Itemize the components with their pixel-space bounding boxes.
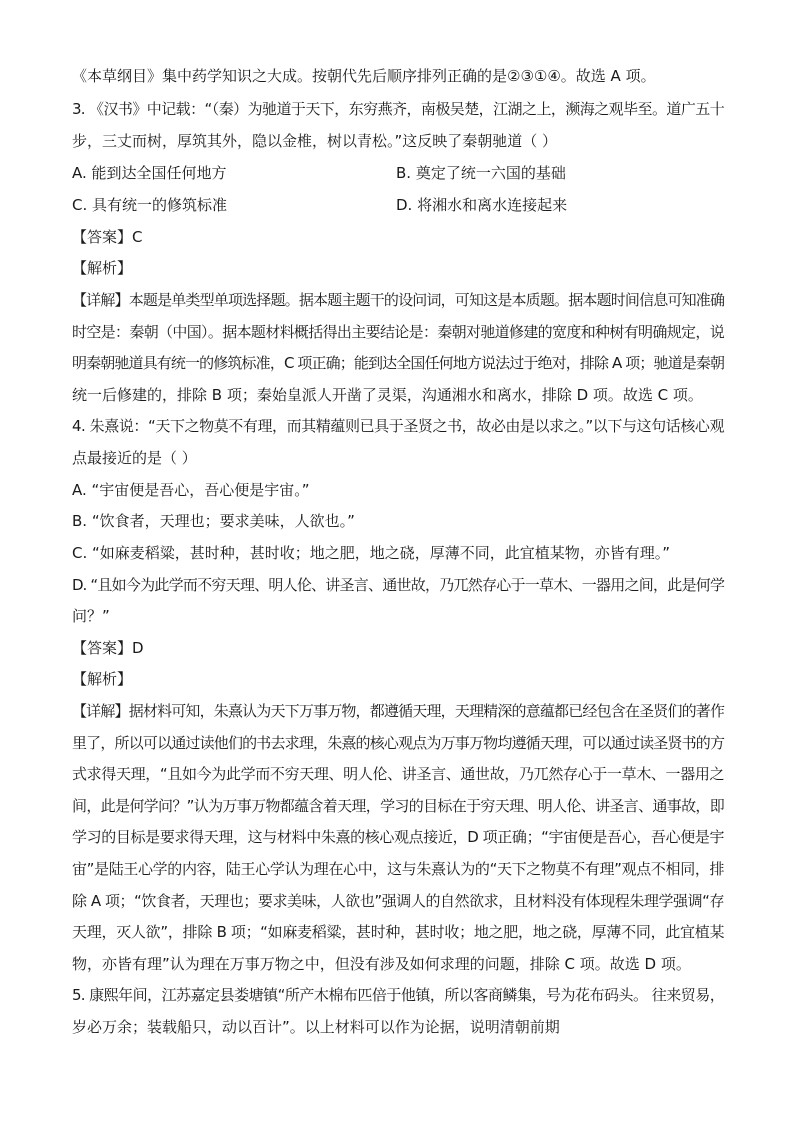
q4-stem-line-2: 点最接近的是（ ） [72, 449, 197, 467]
intro-line: 《本草纲目》集中药学知识之大成。按朝代先后顺序排列正确的是②③①④。故选 A 项。 [72, 67, 656, 85]
q3-option-b: B. 奠定了统一六国的基础 [396, 164, 566, 182]
q4-option-d-line-1: D. “且如今为此学而不穷天理、明人伦、讲圣言、通世故，乃兀然存心于一草木、一器用之间，此是何学 [72, 576, 724, 594]
q3-analysis-label: 【解析】 [72, 259, 133, 277]
q3-detail-line-1: 【详解】本题是单类型单项选择题。据本题主题干的设问词，可知这是本质题。据本题时间信息可知准确 [72, 291, 724, 309]
q4-option-b: B. “饮食者，天理也；要求美味，人欲也。” [72, 512, 355, 530]
q4-detail-line-4: 间，此是何学问？”认为万事万物都蕴含着天理，学习的目标在于穷天理、明人伦、讲圣言、通事故，即 [72, 797, 724, 815]
q3-stem-line-1: 3. 《汉书》中记载：“（秦）为驰道于天下，东穷燕齐，南极吴楚，江湖之上，濒海之观毕至。道广五十 [72, 100, 724, 118]
q4-stem-line-1: 4. 朱熹说：“天下之物莫不有理，而其精蕴则已具于圣贤之书，故必由是以求之。”以下与这句话核心观 [72, 417, 724, 435]
q3-option-d: D. 将湘水和离水连接起来 [396, 196, 568, 214]
q3-detail-line-2: 时空是：秦朝（中国）。据本题材料概括得出主要结论是：秦朝对驰道修建的宽度和种树有明确规定，说 [72, 323, 724, 341]
q5-stem-line-2: 岁必万余；装载船只，动以百计”。以上材料可以作为论据，说明清朝前期 [72, 1018, 560, 1036]
q4-option-d-line-2: 问？” [72, 607, 110, 625]
q3-stem-line-2: 步，三丈而树，厚筑其外，隐以金椎，树以青松。”这反映了秦朝驰道（ ） [72, 132, 558, 150]
q4-detail-line-7: 除 A 项；“饮食者，天理也；要求美味，人欲也”强调人的自然欲求，且材料没有体现程朱理学强调“存 [72, 892, 724, 910]
q4-answer: 【答案】D [72, 639, 144, 657]
q3-detail-line-4: 统一后修建的，排除 B 项；秦始皇派人开凿了灵渠，沟通湘水和离水，排除 D 项。故选 C 项。 [72, 386, 703, 404]
q4-detail-line-6: 宙”是陆王心学的内容，陆王心学认为理在心中，这与朱熹认为的“天下之物莫不有理”观点不相同，排 [72, 860, 724, 878]
q4-option-c: C. “如麻麦稻粱，甚时种，甚时收；地之肥，地之硗，厚薄不同，此宜植某物，亦皆有理。” [72, 544, 671, 562]
q3-detail-line-3: 明秦朝驰道具有统一的修筑标准，C 项正确；能到达全国任何地方说法过于绝对，排除 A 项；驰道是秦朝 [72, 354, 724, 372]
q4-detail-line-9: 物，亦皆有理”认为理在万事万物之中，但没有涉及如何求理的问题，排除 C 项。故选 D 项。 [72, 955, 691, 973]
q3-answer: 【答案】C [72, 228, 143, 246]
q4-detail-line-2: 里了，所以可以通过读他们的书去求理，朱熹的核心观点为万事万物均遵循天理，可以通过读圣贤书的方 [72, 734, 724, 752]
q4-detail-line-8: 天理，灭人欲”，排除 B 项；“如麻麦稻粱，甚时种，甚时收；地之肥，地之硗，厚薄不同，此宜植某 [72, 923, 724, 941]
q4-detail-line-3: 式求得天理，“且如今为此学而不穷天理、明人伦、讲圣言、通世故，乃兀然存心于一草木、一器用之 [72, 765, 724, 783]
q4-detail-line-5: 学习的目标是要求得天理，这与材料中朱熹的核心观点接近，D 项正确；“宇宙便是吾心，吾心便是宇 [72, 828, 724, 846]
q4-option-a: A. “宇宙便是吾心，吾心便是宇宙。” [72, 481, 310, 499]
q3-option-c: C. 具有统一的修筑标准 [72, 196, 228, 214]
q3-option-a: A. 能到达全国任何地方 [72, 164, 227, 182]
q4-analysis-label: 【解析】 [72, 670, 133, 688]
q5-stem-line-1: 5. 康熙年间，江苏嘉定县娄塘镇“所产木棉布匹倍于他镇，所以客商鳞集，号为花布码头。 往来贸易， [72, 986, 724, 1004]
q4-detail-line-1: 【详解】据材料可知，朱熹认为天下万事万物，都遵循天理，天理精深的意蕴都已经包含在圣贤们的著作 [72, 702, 724, 720]
